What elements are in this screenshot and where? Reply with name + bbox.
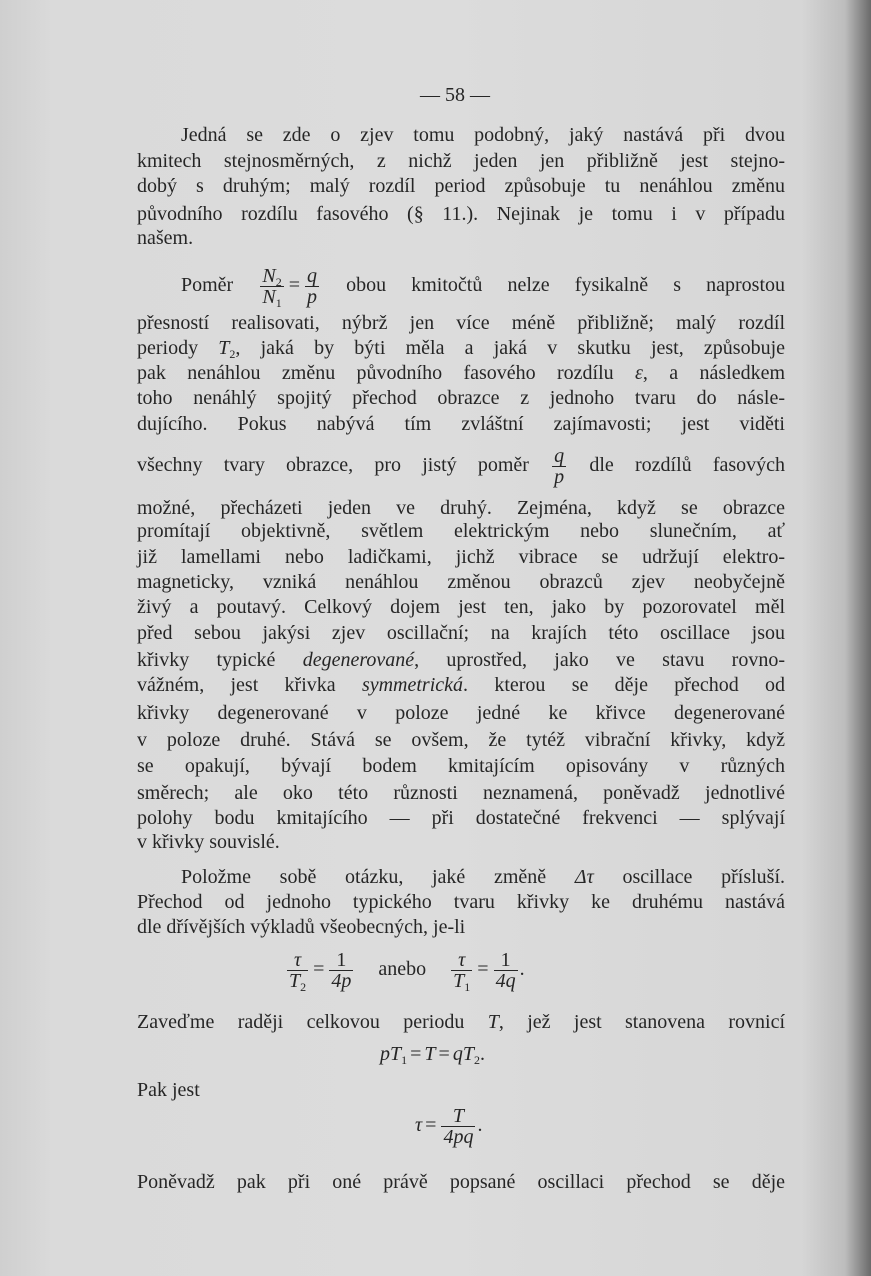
text-line: již lamellami nebo ladičkami, jichž vibrace se udržují elektro- xyxy=(137,546,785,568)
text-line: promítají objektivně, světlem elektrickým nebo slunečním, ať xyxy=(137,520,785,542)
text-line: periody $T_2$, jaká by býti měla a jaká v skutku jest, způsobuje xyxy=(137,337,786,361)
text-line: přesností realisovati, nýbrž jen více méně přibližně; malý rozdíl xyxy=(137,312,785,334)
text: Poměr xyxy=(181,274,234,297)
text-line: Zaveďme raději celkovou periodu T, jež jest stanovena rovnicí xyxy=(137,1011,786,1033)
text-line: dle dřívějších výkladů všeobecných, je-li xyxy=(137,916,466,938)
text-line: v poloze druhé. Stává se ovšem, že tytéž vibrační křivky, když xyxy=(137,729,785,751)
text-line: toho nenáhlý spojitý přechod obrazce z jednoho tvaru do násle- xyxy=(137,387,785,409)
text-line: možné, přecházeti jeden ve druhý. Zejména, když se obrazce xyxy=(137,497,785,519)
text-line: původního rozdílu fasového (§ 11.). Nejinak je tomu i v případu xyxy=(137,203,785,225)
text: obou kmitočtů nelze fysikalně s naprostou xyxy=(346,274,786,297)
text-line: našem. xyxy=(137,227,194,249)
text-line: dobý s druhým; malý rozdíl period způsobuje tu nenáhlou změnu xyxy=(137,175,785,197)
text-line: křivky degenerované v poloze jedné ke křivce degenerované xyxy=(137,702,785,724)
equation-2: $pT_1 = T = qT_2$. xyxy=(380,1043,485,1067)
text-line: Pak jest xyxy=(137,1079,200,1101)
text-line: kmitech stejnosměrných, z nichž jeden jen přibližně jest stejno- xyxy=(137,150,785,172)
text-line: polohy bodu kmitajícího — při dostatečné frekvenci — splývají xyxy=(137,807,785,829)
text-line: živý a poutavý. Celkový dojem jest ten, jako by pozorovatel měl xyxy=(137,596,785,618)
text-line: v křivky souvislé. xyxy=(137,831,280,853)
fraction-q-p: $\frac{q}{p}$ xyxy=(306,265,317,308)
equation-1: $\frac{\tau}{T_2}$ = $\frac{1}{4p}$ anebo $\frac{\tau}{T_1}$ = $\frac{1}{4q}$ . xyxy=(289,949,525,994)
text-line: dujícího. Pokus nabývá tím zvláštní zajímavosti; jest viděti xyxy=(137,413,785,435)
fraction-q-p: $\frac{q}{p}$ xyxy=(554,445,565,488)
text-line: magneticky, vzniká nenáhlou změnou obrazců zjev neobyčejně xyxy=(137,571,785,593)
equation-3: τ = $\frac{T}{4pq}$ . xyxy=(415,1105,483,1148)
text-line: před sebou jakýsi zjev oscillační; na krajích této oscillace jsou xyxy=(137,622,785,644)
fraction-n2-n1: $\frac{N_2}{N_1}$ xyxy=(262,265,282,310)
text-line: Přechod od jednoho typického tvaru křivky ke druhému nastává xyxy=(137,891,785,913)
page-number: — 58 — xyxy=(420,84,490,106)
text-line: Položme sobě otázku, jaké změně Δτ oscillace přísluší. xyxy=(181,866,786,888)
text-line: všechny tvary obrazce, pro jistý poměr $\frac{q}{p}$ dle rozdílů fasových xyxy=(137,445,786,488)
text-line: se opakují, bývají bodem kmitajícím opisovány v různých xyxy=(137,755,785,777)
text-line: vážném, jest křivka symmetrická. kterou se děje přechod od xyxy=(137,674,785,696)
text-line: Poněvadž pak při oné právě popsané oscillaci přechod se děje xyxy=(137,1171,785,1193)
text-line: Jedná se zde o zjev tomu podobný, jaký nastává při dvou xyxy=(181,124,785,146)
text-line: křivky typické degenerované, uprostřed, jako ve stavu rovno- xyxy=(137,649,785,671)
text-line: pak nenáhlou změnu původního fasového rozdílu ε, a následkem xyxy=(137,362,786,384)
ratio-line: Poměr $\frac{N_2}{N_1}$ = $\frac{q}{p}$ obou kmitočtů nelze fysikalně s naprostou xyxy=(181,265,786,310)
text-line: směrech; ale oko této různosti neznamená, poněvadž jednotlivé xyxy=(137,782,785,804)
